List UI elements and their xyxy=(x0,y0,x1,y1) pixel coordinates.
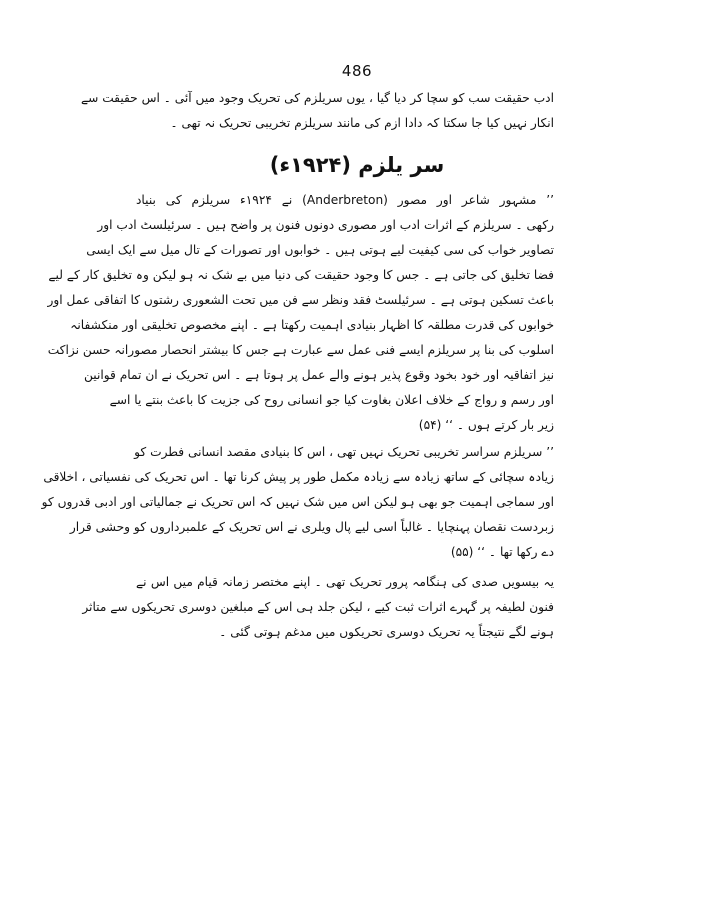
text-line: خوابوں کی قدرت مطلقہ کا اظہار بنیادی اہمیت رکھتا ہے ۔ اپنے مخصوص تخلیقی اور منکشفانہ xyxy=(70,318,554,332)
text-line: نیز اتفاقیہ اور خود بخود وقوع پذیر ہونے والے عمل پر ہوتا ہے ۔ اس تحریک نے ان تمام قوانین xyxy=(84,368,554,382)
text-line: ’’ مشہور شاعر اور مصور (Anderbreton) نے ۱۹۲۴ء سریلزم کی بنیاد xyxy=(136,193,554,207)
text-line: اسلوب کی بنا پر سریلزم ایسے فنی عمل سے عبارت ہے جس کا بیشتر انحصار مصورانہ حسن نزاکت xyxy=(47,343,554,357)
quote-paragraph-1 xyxy=(47,188,554,438)
text-line: فضا تخلیق کی جاتی ہے ۔ جس کا وجود حقیقت کی دنیا میں بے شک نہ ہو لیکن وہ تخلیق کار کے لیے xyxy=(48,268,554,282)
text-line: زبردست نقصان پہنچایا ۔ غالباً اسی لیے پال ویلری نے اس تحریک کے علمبرداروں کو وحشی قرار xyxy=(69,520,554,534)
text-line: یہ بیسویں صدی کی ہنگامہ پرور تحریک تھی ۔ اپنے مختصر زمانہ قیام میں اس نے xyxy=(136,575,554,589)
section-heading: سر یلزم (۱۹۲۴ء) xyxy=(269,153,445,177)
text-line: انکار نہیں کیا جا سکتا کہ دادا ازم کی مانند سریلزم تخریبی تحریک نہ تھی ۔ xyxy=(170,116,554,130)
text-line: فنون لطیفہ پر گہرے اثرات ثبت کیے ، لیکن جلد ہی اس کے مبلغین دوسری تحریکوں سے متاثر xyxy=(82,600,554,614)
text-line: اور سماجی اہمیت جو بھی ہو لیکن اس میں شک نہیں کہ اس تحریک نے جمالیاتی اور ادبی قدروں کو xyxy=(41,495,554,509)
text-line: ’’ سریلزم سراسر تخریبی تحریک نہیں تھی ، اس کا بنیادی مقصد انسانی فطرت کو xyxy=(134,445,554,459)
text-line: ادب حقیقت سب کو سچا کر دیا گیا ، یوں سریلزم کی تحریک وجود میں آئی ۔ اس حقیقت سے xyxy=(80,91,554,105)
intro-paragraph xyxy=(80,86,554,136)
text-line: باعث تسکین ہوتی ہے ۔ سرئیلسٹ فقد ونظر سے فن میں تحت الشعوری رشتوں کا اتفاقی عمل اور xyxy=(47,293,554,307)
text-line: تصاویر خواب کی سی کیفیت لیے ہوتی ہیں ۔ خوابوں اور تصورات کے تال میل سے ایک ایسی xyxy=(86,243,554,257)
quote-paragraph-2 xyxy=(41,440,554,565)
text-line: زیر بار کرتے ہوں ۔ ‘‘ (۵۴) xyxy=(418,418,554,432)
text-line: رکھی ۔ سریلزم کے اثرات ادب اور مصوری دونوں فنون پر واضح ہیں ۔ سرئیلسٹ ادب اور xyxy=(97,218,554,232)
page-number: 486 xyxy=(341,62,373,80)
text-line: دے رکھا تھا ۔ ‘‘ (۵۵) xyxy=(450,545,554,559)
closing-paragraph xyxy=(82,570,554,645)
text-line: ہونے لگے نتیجتاً یہ تحریک دوسری تحریکوں میں مدغم ہوتی گئی ۔ xyxy=(219,625,554,639)
text-line: زیادہ سچائی کے ساتھ زیادہ سے زیادہ مکمل طور پر پیش کرنا تھا ۔ اس تحریک کی نفسیاتی ، اخلاقی xyxy=(43,470,554,484)
text-line: اور رسم و رواج کے خلاف اعلان بغاوت کیا جو انسانی روح کی جزیت کا باعث بنتے یا اسے xyxy=(109,393,554,407)
